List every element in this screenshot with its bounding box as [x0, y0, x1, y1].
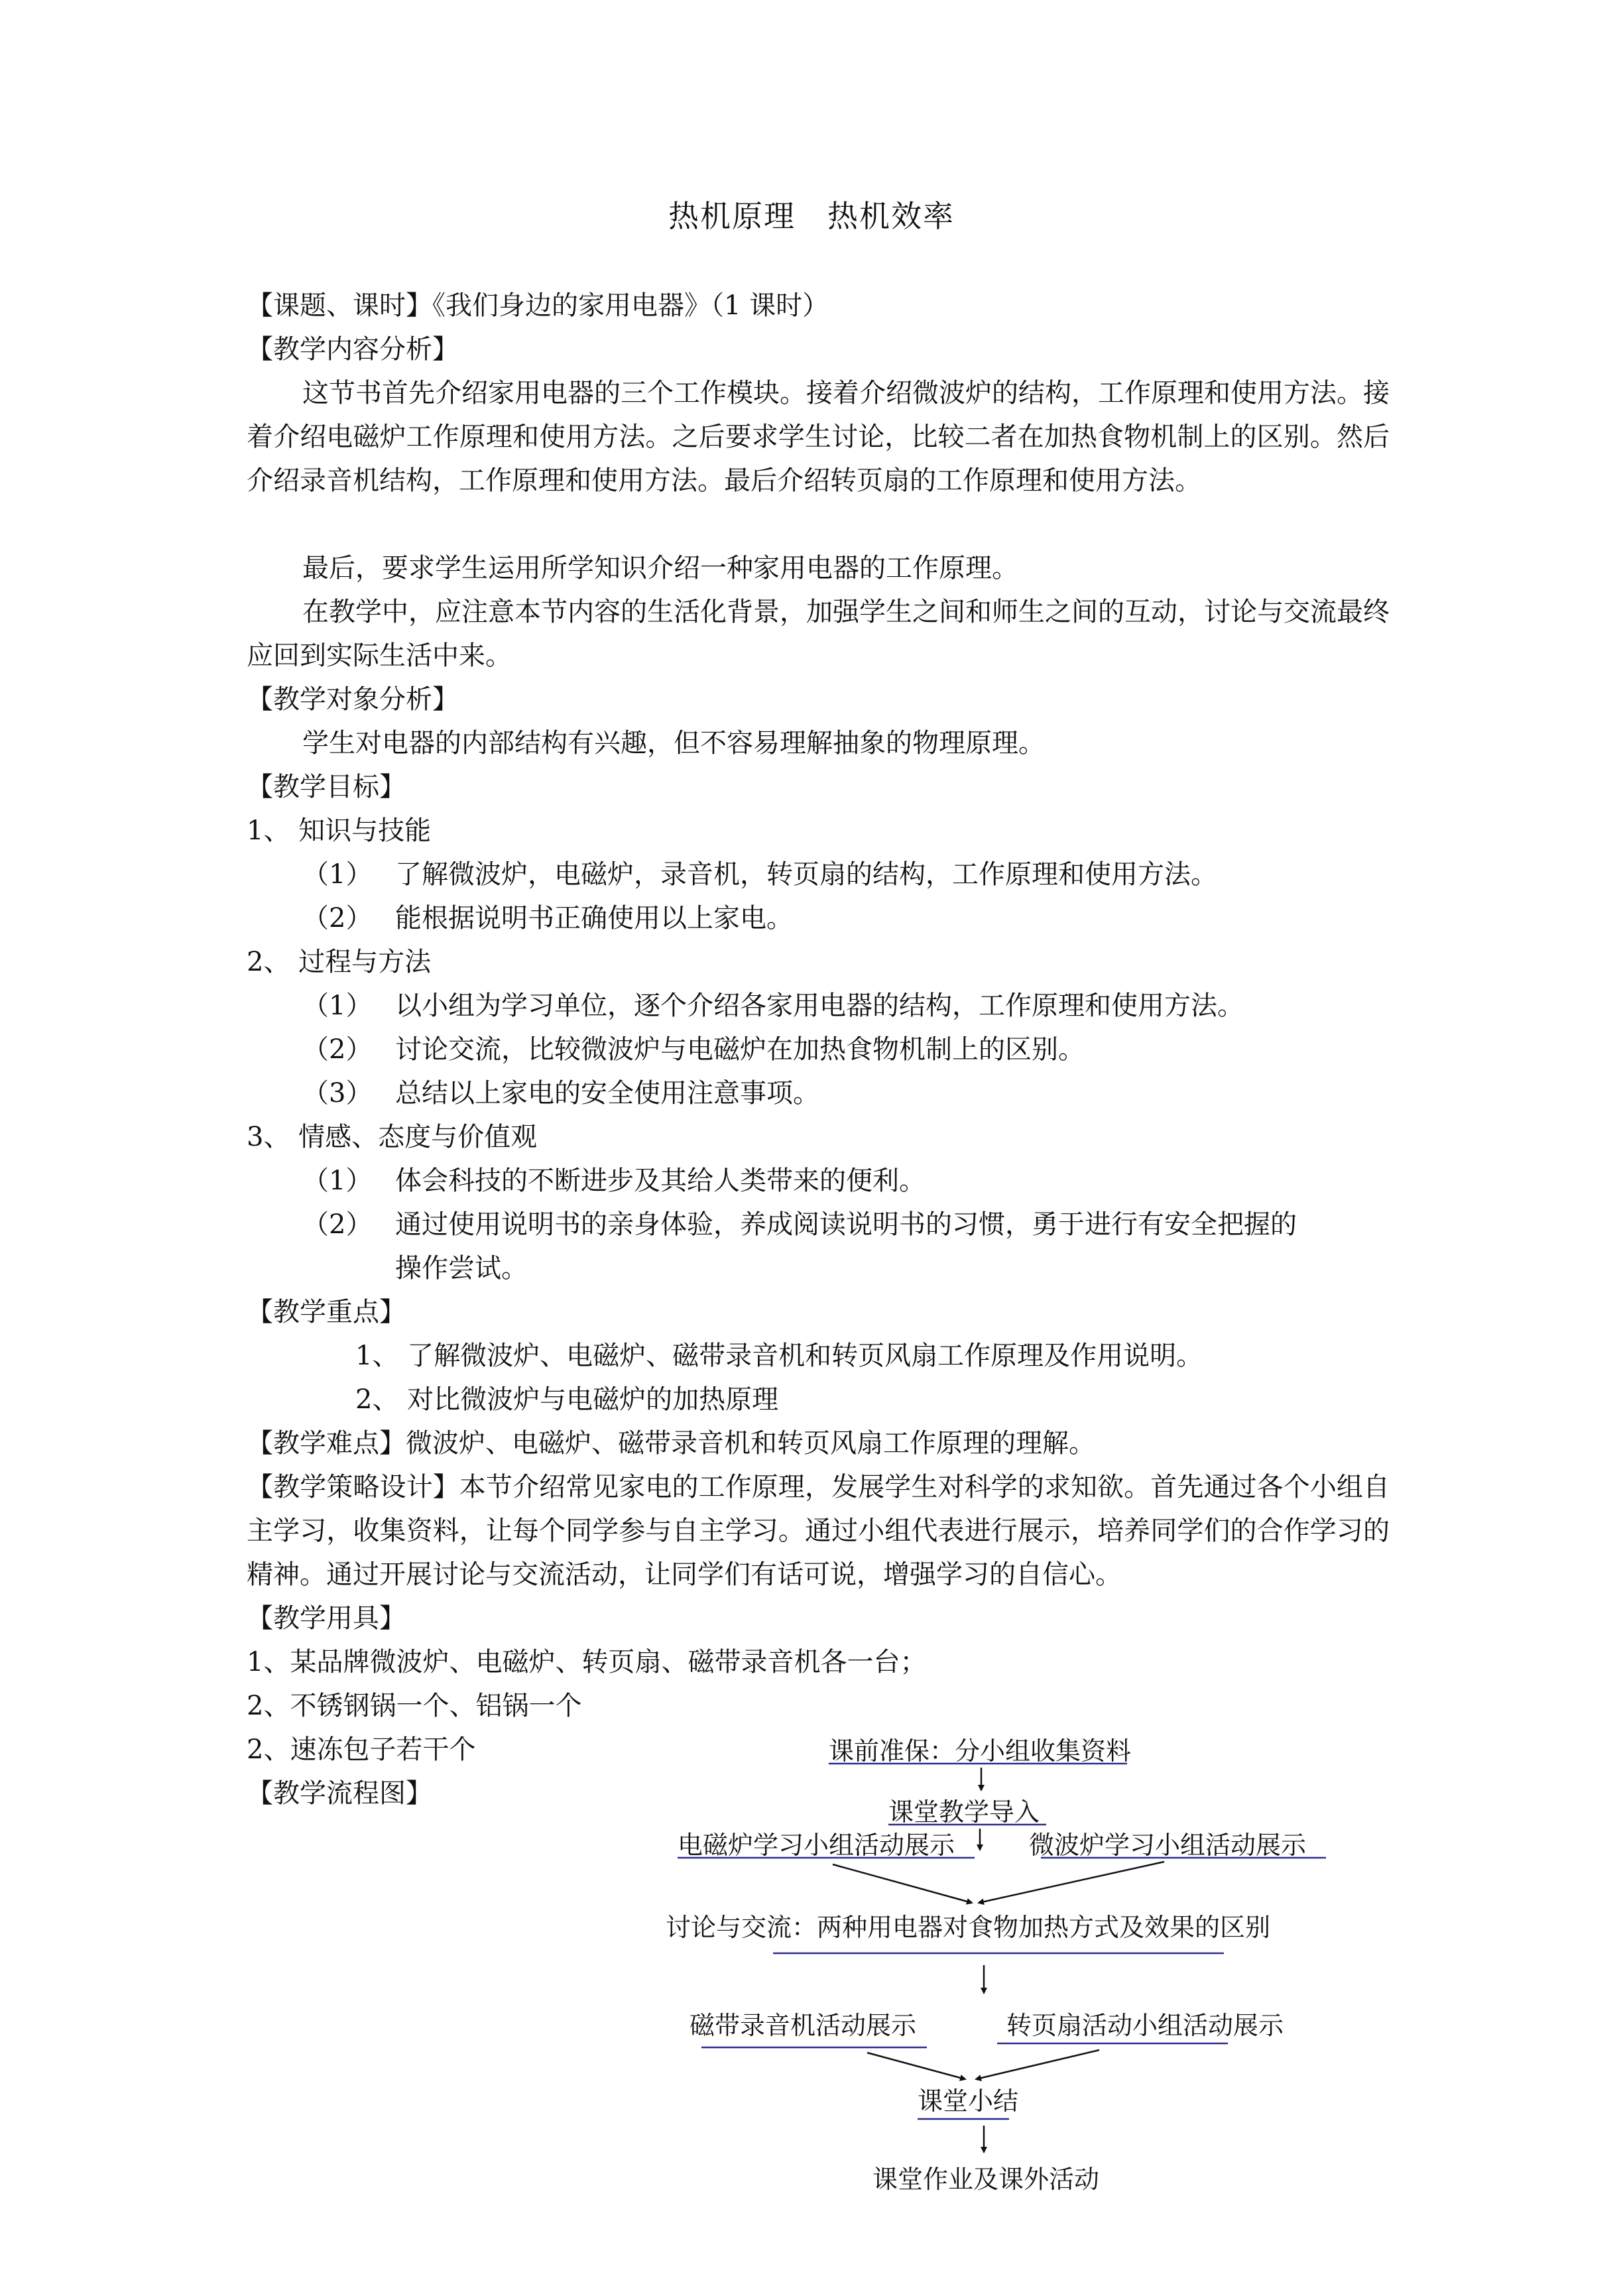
flow-tape: 磁带录音机活动展示	[690, 2011, 917, 2040]
goal-1-item-1: （1） 了解微波炉，电磁炉，录音机，转页扇的结构，工作原理和使用方法。	[302, 859, 1217, 890]
key-point-2: 2、 对比微波炉与电磁炉的加热原理	[355, 1384, 779, 1415]
content-analysis-heading: 【教学内容分析】	[247, 334, 459, 365]
arrow-induction-discussion	[833, 1864, 972, 1903]
flow-microwave: 微波炉学习小组活动展示	[1029, 1831, 1307, 1860]
arrow-fan-summary	[976, 2050, 1099, 2079]
goal-1-item-2: （2） 能根据说明书正确使用以上家电。	[302, 903, 793, 934]
goals-heading: 【教学目标】	[247, 772, 406, 802]
flow-summary: 课堂小结	[918, 2086, 1019, 2116]
arrow-tape-summary	[867, 2053, 965, 2079]
page-title: 热机原理 热机效率	[668, 198, 955, 234]
content-analysis-paragraph-2: 最后，要求学生运用所学知识介绍一种家用电器的工作原理。	[302, 553, 1018, 583]
student-analysis-heading: 【教学对象分析】	[247, 684, 459, 715]
flow-induction: 电磁炉学习小组活动展示	[678, 1831, 955, 1860]
goal-3-item-1: （1） 体会科技的不断进步及其给人类带来的便利。	[302, 1166, 926, 1196]
flow-prep: 课前准保：分小组收集资料	[829, 1736, 1132, 1766]
difficulty: 【教学难点】微波炉、电磁炉、磁带录音机和转页风扇工作原理的理解。	[247, 1428, 1095, 1459]
tools-heading: 【教学用具】	[247, 1603, 406, 1634]
tool-item-3: 2、速冻包子若干个	[247, 1734, 476, 1765]
goal-2-item-1: （1） 以小组为学习单位，逐个介绍各家用电器的结构，工作原理和使用方法。	[302, 991, 1244, 1021]
goal-2-item-3: （3） 总结以上家电的安全使用注意事项。	[302, 1078, 819, 1109]
arrow-microwave-discussion	[979, 1862, 1164, 1903]
lesson-title: 【课题、课时】《我们身边的家用电器》（1 课时）	[247, 290, 829, 321]
tool-item-1: 1、某品牌微波炉、电磁炉、转页扇、磁带录音机各一台；	[247, 1647, 927, 1677]
goal-2-title: 2、 过程与方法	[247, 947, 432, 977]
key-points-heading: 【教学重点】	[247, 1297, 406, 1327]
tool-item-2: 2、不锈钢锅一个、铝锅一个	[247, 1691, 582, 1721]
key-point-1: 1、 了解微波炉、电磁炉、磁带录音机和转页风扇工作原理及作用说明。	[355, 1341, 1203, 1371]
flow-heading: 【教学流程图】	[247, 1778, 432, 1809]
content-analysis-paragraph-3: 在教学中，应注意本节内容的生活化背景，加强学生之间和师生之间的互动，讨论与交流最终应回到实际生活中来。	[247, 597, 1390, 671]
student-analysis-text: 学生对电器的内部结构有兴趣，但不容易理解抽象的物理原理。	[302, 728, 1045, 758]
goal-1-title: 1、 知识与技能	[247, 816, 432, 846]
goal-2-item-2: （2） 讨论交流，比较微波炉与电磁炉在加热食物机制上的区别。	[302, 1034, 1085, 1065]
goal-3-item-2: （2） 通过使用说明书的亲身体验，养成阅读说明书的习惯，勇于进行有安全把握的	[302, 1209, 1297, 1240]
goal-3-item-2-continued: 操作尝试。	[395, 1253, 528, 1284]
flow-homework: 课堂作业及课外活动	[872, 2165, 1100, 2194]
flow-underlines	[678, 1764, 1326, 2119]
flow-fan: 转页扇活动小组活动展示	[1006, 2011, 1284, 2040]
content-analysis-paragraph-1: 这节书首先介绍家用电器的三个工作模块。接着介绍微波炉的结构，工作原理和使用方法。接着介绍电磁炉工作原理和使用方法。之后要求学生讨论，比较二者在加热食物机制上的区别。然后介绍录音机结构，工作原理和使用方法。最后介绍转页扇的工作原理和使用方法。	[247, 378, 1390, 496]
flow-discussion: 讨论与交流：两种用电器对食物加热方式及效果的区别	[666, 1913, 1271, 1942]
strategy: 【教学策略设计】本节介绍常见家电的工作原理，发展学生对科学的求知欲。首先通过各个小组自主学习，收集资料，让每个同学参与自主学习。通过小组代表进行展示，培养同学们的合作学习的精神。通过开展讨论与交流活动，让同学们有话可说，增强学习的自信心。	[247, 1472, 1390, 1590]
flow-intro: 课堂教学导入	[888, 1797, 1040, 1827]
goal-3-title: 3、 情感、态度与价值观	[247, 1122, 538, 1152]
